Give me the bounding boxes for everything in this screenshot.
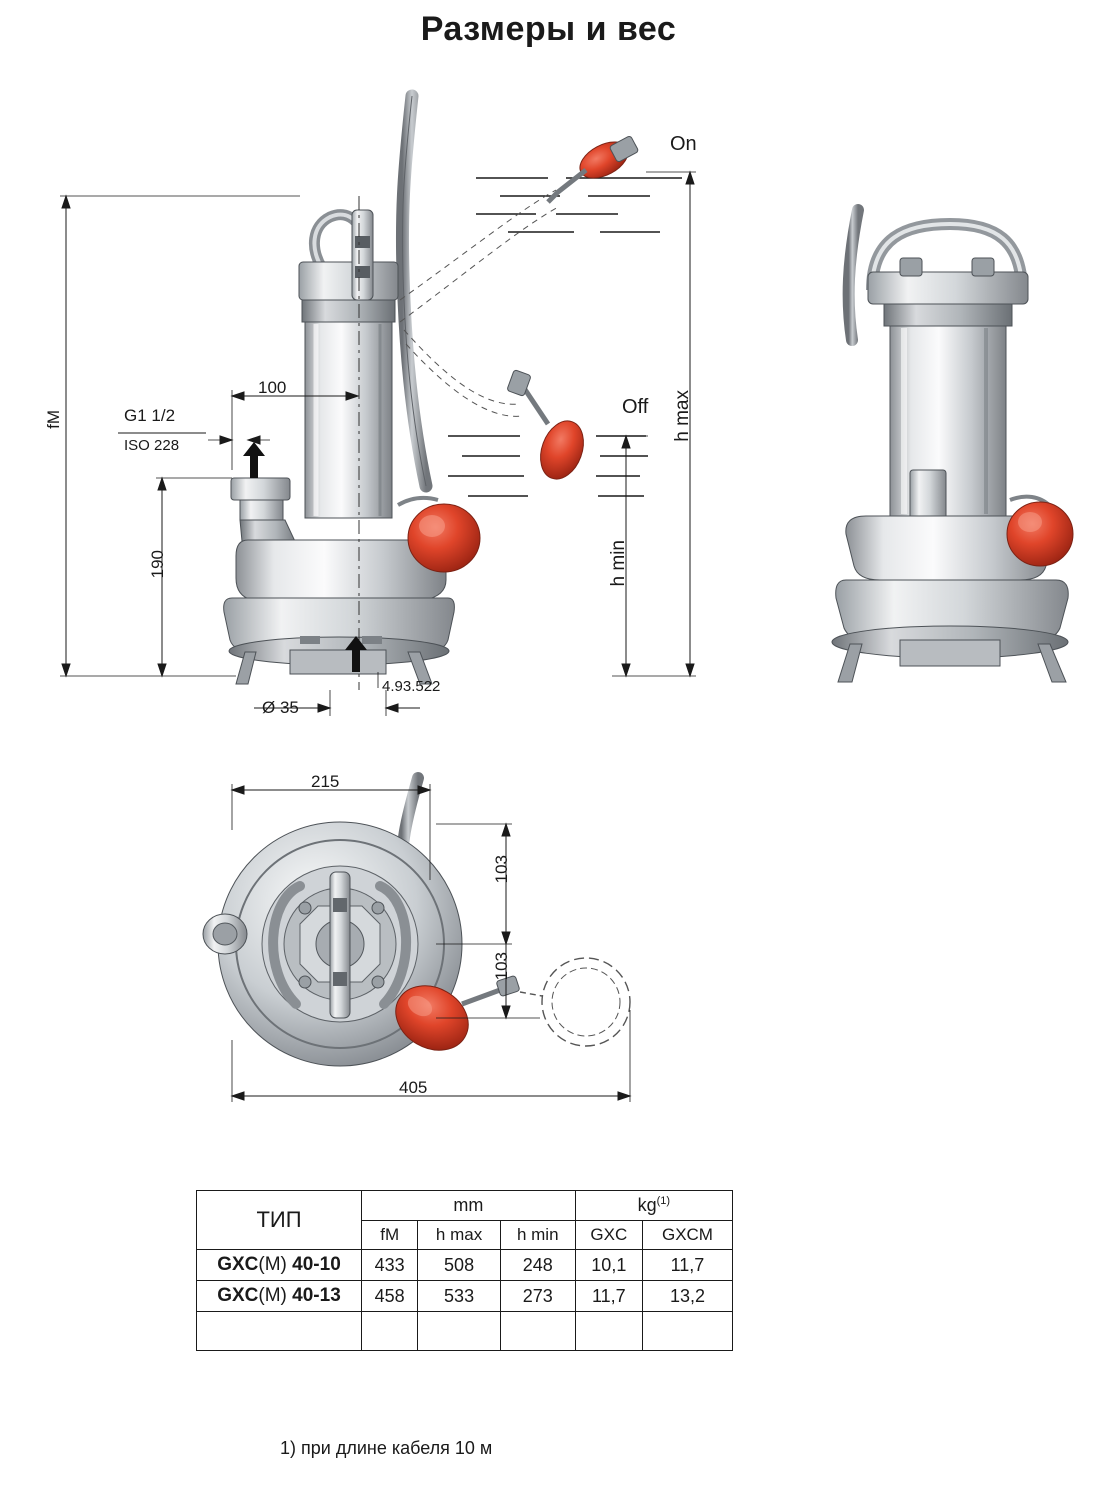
dim-103-upper-label: 103 [492,855,511,884]
row-type-2 [197,1281,362,1312]
level-off-label: Off [622,396,649,418]
empty-cell-fm [362,1312,418,1351]
dim-diameter-35-label: Ø 35 [262,698,299,717]
header-kg [575,1191,732,1221]
header-fm: fM [362,1221,418,1250]
header-kg-text: kg [637,1195,657,1215]
level-on-label: On [670,133,697,155]
row-type-2-bold1: GXC [217,1285,259,1306]
row-2-hmin: 273 [500,1281,575,1312]
row-2-gxcm: 13,2 [642,1281,732,1312]
pump-front-view [224,96,682,690]
table-row [197,1250,733,1281]
row-1-gxc: 10,1 [575,1250,642,1281]
table-footnote: 1) при длине кабеля 10 м [280,1438,493,1458]
pump-side-view [832,210,1073,682]
row-type-1 [197,1250,362,1281]
standard-label: ISO 228 [124,437,180,454]
row-1-gxcm: 11,7 [642,1250,732,1281]
row-1-fm: 433 [362,1250,418,1281]
table-header-row-1 [197,1191,733,1221]
row-type-2-bold2: 40-13 [292,1285,341,1306]
header-type: ТИП [197,1191,362,1250]
table-row-empty [197,1312,733,1351]
dim-103-lower-label: 103 [492,952,511,981]
dim-fM-label: fM [44,410,63,429]
row-2-fm: 458 [362,1281,418,1312]
header-gxc: GXC [575,1221,642,1250]
dim-hmin-label: h min [608,540,629,587]
dim-405-label: 405 [399,1078,428,1097]
row-type-1-bold1: GXC [217,1254,259,1275]
table-row [197,1281,733,1312]
specifications-table [196,1190,733,1351]
empty-cell-hmin [500,1312,575,1351]
empty-cell-gxcm [642,1312,732,1351]
page-title: Размеры и вес [420,10,677,48]
specifications-table-wrapper [196,1190,736,1351]
drawing-code-label: 4.93.522 [382,678,441,695]
dim-hmax-label: h max [672,390,693,442]
dim-190-label: 190 [148,550,167,579]
header-kg-note: (1) [656,1195,671,1207]
empty-cell-hmax [418,1312,500,1351]
row-type-1-bold2: 40-10 [292,1254,341,1275]
header-hmax: h max [418,1221,500,1250]
row-1-hmin: 248 [500,1250,575,1281]
row-2-hmax: 533 [418,1281,500,1312]
row-type-2-plain: (М) [258,1285,287,1306]
empty-cell-type [197,1312,362,1351]
empty-cell-gxc [575,1312,642,1351]
dim-100-label: 100 [258,378,287,397]
header-hmin: h min [500,1221,575,1250]
thread-label: G1 1/2 [124,406,176,425]
row-type-1-plain: (М) [258,1254,287,1275]
pump-top-view [203,778,630,1066]
row-1-hmax: 508 [418,1250,500,1281]
header-gxcm: GXCM [642,1221,732,1250]
header-mm: mm [362,1191,576,1221]
row-2-gxc: 11,7 [575,1281,642,1312]
dim-215-label: 215 [311,772,340,791]
